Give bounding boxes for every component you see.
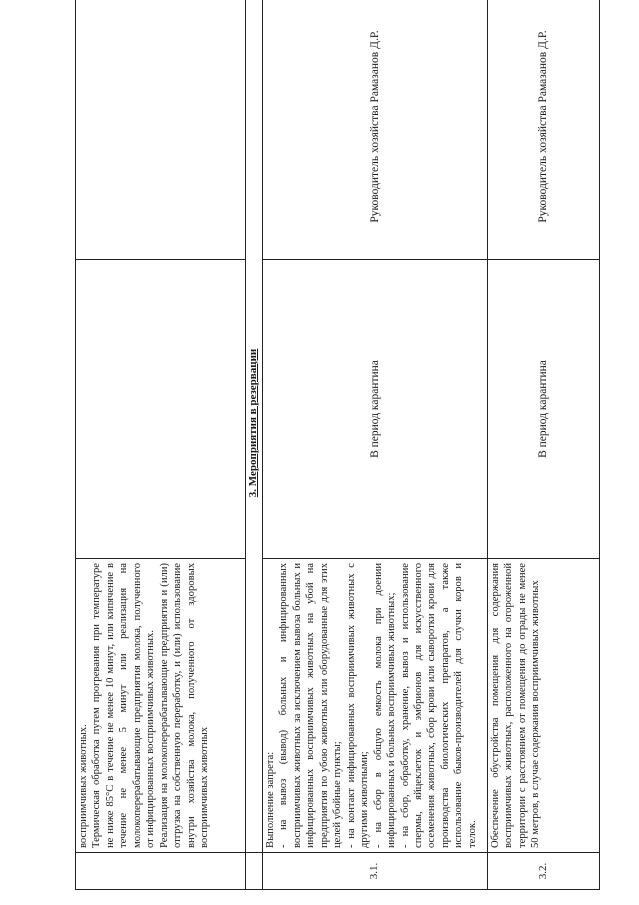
period-cell [76,260,246,559]
description-cell [76,559,246,853]
description-line: - на сбор в общую емкость молока при доении инфицированных и больных восприимчивых животных; [372,563,398,848]
period-cell: В период карантина [262,260,487,559]
row-number: 3.2. [487,853,599,890]
section-number-cell [246,853,263,890]
description-line: Реализация на молокоперерабатывающие предприятия и (или) отгрузка на собственную переработку, и (или) использование внутри хозяйства молока, полученного от здоровых восприимчивых животных [158,563,211,848]
section-title-cell [246,0,263,853]
table-row [76,0,246,890]
measures-table [75,0,600,890]
period-cell: В период карантина [487,260,599,559]
description-cell [487,559,599,853]
table-row [487,0,599,890]
description-line: Термическая обработка путем прогревания при температуре не ниже 85°С в течение не менее 10 минут, или кипячение в течение не менее 5 минут или реализация на молокоперерабатывающие предприятия молока, полученного от инфицированных восприимчивых животных. [91,563,157,848]
description-cell [262,559,487,853]
section-header-row [246,0,263,890]
description-line: Выполнение запрета: [264,751,276,848]
responsible-cell: Руководитель хозяйства Рамазанов Д.Р. [262,0,487,260]
row-number-cell [76,853,246,890]
row-number: 3.1. [262,853,487,890]
description-line: - на контакт инфицированных восприимчивых животных с другими животными; [345,563,371,848]
responsible-cell [76,0,246,260]
description-line: восприимчивых животных. [78,724,89,848]
responsible-cell: Руководитель хозяйства Рамазанов Д.Р. [487,0,599,260]
description-line: Обеспечение обустройства помещения для содержания восприимчивых животных, расположенного на огороженной территории с расстоянием от помещения до ограды не менее 50 метров, в случае содержания восприимчивых животных [489,563,542,848]
description-line: - на сбор, обработку, хранение, вывоз и использование спермы, яйцеклеток и эмбрионов для искусственного осеменения животных, сбор крови или сыворотки крови для производства биологических препаратов, а также использование быков-производителей для случки коров и телок. [399,563,478,848]
description-line: - на вывоз (вывод) больных и инфицированных восприимчивых животных за исключением вывоза больных и инфицированных восприимчивых животных на убой на предприятия по убою животных или оборудованные для этих целей убойные пункты; [278,563,344,848]
rotated-table-wrapper [75,30,600,890]
section-title: 3. Мероприятия в резервации [247,348,259,498]
table-row [262,0,487,890]
